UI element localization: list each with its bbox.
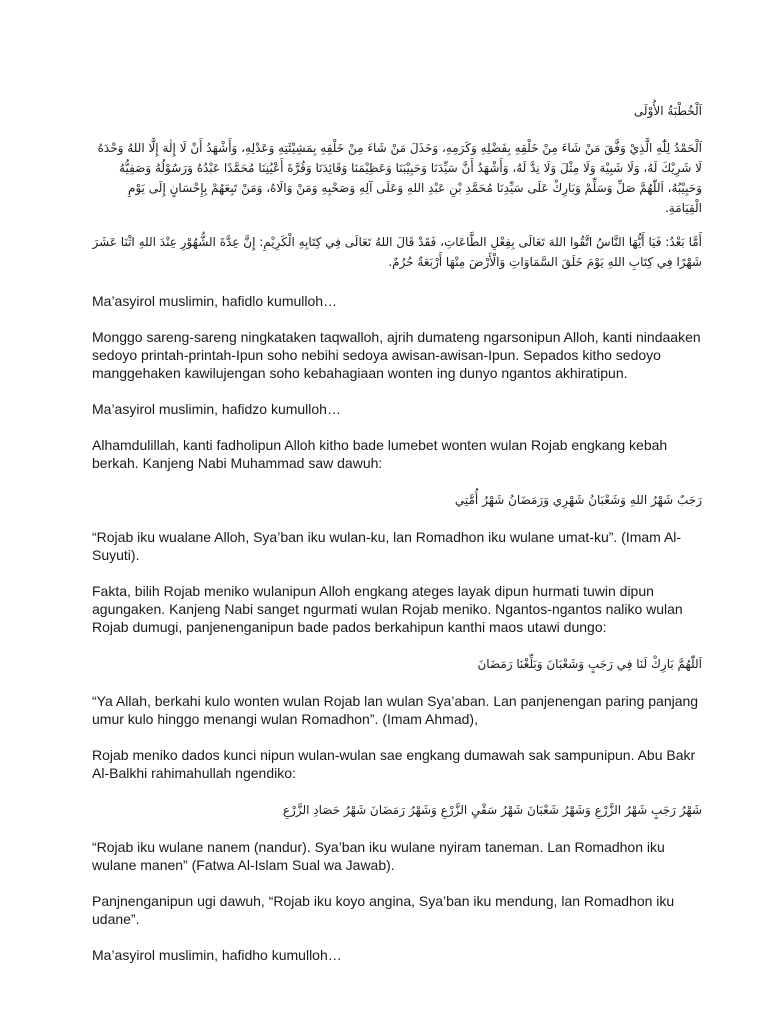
paragraph-salutation-2: Ma’asyirol muslimin, hafidzo kumulloh…: [92, 401, 341, 417]
khutbah-title: اَلْخُطْبَةُ الأُوْلَى: [633, 104, 702, 118]
paragraph-salutation-3: Ma’asyirol muslimin, hafidho kumulloh…: [92, 947, 342, 963]
paragraph-angin-mendung: Panjnenganipun ugi dawuh, “Rojab iku koyo angina, Sya’ban iku mendung, lan Romadhon iku udane”.: [92, 893, 675, 927]
paragraph-dua-translation: “Ya Allah, berkahi kulo wonten wulan Rojab lan wulan Sya’aban. Lan panjenengan paring panjang umur kulo hinggo menangi wulan Romadhon”. (Imam Ahmad),: [92, 693, 699, 727]
document-page: [92, 96, 702, 964]
paragraph-saying-translation: “Rojab iku wulane nanem (nandur). Sya’ban iku wulane nyiram taneman. Lan Romadhon iku wulane manen” (Fatwa Al-Islam Sual wa Jawab).: [92, 839, 665, 873]
paragraph-hadith-translation: “Rojab iku wualane Alloh, Sya’ban iku wulan-ku, lan Romadhon iku wulane umat-ku”. (Imam Al-Suyuti).: [92, 529, 682, 563]
paragraph-fakta: Fakta, bilih Rojab meniko wulanipun Alloh engkang ateges layak dipun hurmati tuwin dipun agungaken. Kanjeng Nabi sanget ngurmati wulan Rojab meniko. Ngantos-ngantos naliko wulan Rojab dumugi, panjenenganipun bade pados berkahipun kanthi maos utawi dungo:: [92, 583, 683, 635]
paragraph-rojab-kunci: Rojab meniko dados kunci nipun wulan-wulan sae engkang dumawah sak sampunipun. Abu Bakr Al-Balkhi rahimahullah ngendiko:: [92, 747, 696, 781]
saying-al-balkhi-arabic: شَهْرُ رَجَبٍ شَهْرُ الزَّرْعِ وَشَهْرُ شَعْبَانَ شَهْرُ سَقْيِ الزَّرْعِ وَشَهْرُ رَمَضَانَ شَهْرُ حَصَادِ الزَّرْعِ: [282, 803, 702, 817]
khutbah-opening: اَلْحَمْدُ لِلّٰهِ الَّذِيْ وَفَّقَ مَنْ شَاءَ مِنْ خَلْقِهِ بِفَضْلِهِ وَكَرَمِهِ، وَخَذَلَ مَنْ شَاءَ مِنْ خَلْقِهِ بِمَشِيْئَتِهِ وَعَدْلِهِ، وَأَشْهَدُ أَنْ لَا إِلٰهَ إِلَّا اللهُ وَحْدَهُ لَا شَرِيْكَ لَهُ، وَلَا شَبِيْهَ وَلَا مِثْلَ وَلَا نِدَّ لَهُ، وَأَشْهَدُ أَنَّ سَيِّدَنَا وَحَبِيْبَنَا وَعَظِيْمَنَا وَقَائِدَنَا وَقُرَّةَ أَعْيُنِنَا مُحَمَّدًا عَبْدُهُ وَرَسُوْلُهُ وَصَفِيُّهُ وَحَبِيْبُهُ، اَللّٰهُمَّ صَلِّ وَسَلِّمْ وَبَارِكْ عَلَى سَيِّدِنَا مُحَمَّدِ بْنِ عَبْدِ اللهِ وَعَلَى آلِهِ وَصَحْبِهِ وَمَنْ وَالَاهُ، وَمَنْ تَبِعَهُمْ بِإِحْسَانٍ إِلَى يَوْمِ الْقِيَامَةِ.: [97, 141, 702, 215]
khutbah-amma-badu: أَمَّا بَعْدُ: فَيَا أَيُّهَا النَّاسُ اتَّقُوا اللهَ تَعَالَى بِفِعْلِ الطَّاعَاتِ، فَقَدْ قَالَ اللهُ تَعَالَى فِي كِتَابِهِ الْكَرِيْمِ: إِنَّ عِدَّةَ الشُّهُوْرِ عِنْدَ اللهِ اثْنَا عَشَرَ شَهْرًا فِي كِتَابِ اللهِ يَوْمَ خَلَقَ السَّمَاوَاتِ وَالْأَرْضَ مِنْهَا أَرْبَعَةٌ حُرُمٌ.: [92, 235, 702, 269]
paragraph-alhamdulillah: Alhamdulillah, kanti fadholipun Alloh kitho bade lumebet wonten wulan Rojab engkang kebah berkah. Kanjeng Nabi Muhammad saw dawuh:: [92, 437, 668, 471]
paragraph-salutation-1: Ma’asyirol muslimin, hafidlo kumulloh…: [92, 293, 338, 309]
paragraph-taqwa: Monggo sareng-sareng ningkataken taqwalloh, ajrih dumateng ngarsonipun Alloh, kanti nindaaken sedoyo printah-printah-Ipun soho nebihi sedoya awisan-awisan-Ipun. Sepados kitho sedoyo manggehaken kawilujengan soho kebahagiaan wonten ing dunyo ngantos akhiratipun.: [92, 329, 701, 381]
dua-rajab-arabic: اَللّٰهُمَّ بَارِكْ لَنَا فِي رَجَبٍ وَشَعْبَانَ وَبَلِّغْنَا رَمَضَانَ: [477, 657, 702, 671]
hadith-rajab-arabic: رَجَبٌ شَهْرُ اللهِ وَشَعْبَانُ شَهْرِي وَرَمَضَانُ شَهْرُ أُمَّتِي: [454, 493, 702, 507]
